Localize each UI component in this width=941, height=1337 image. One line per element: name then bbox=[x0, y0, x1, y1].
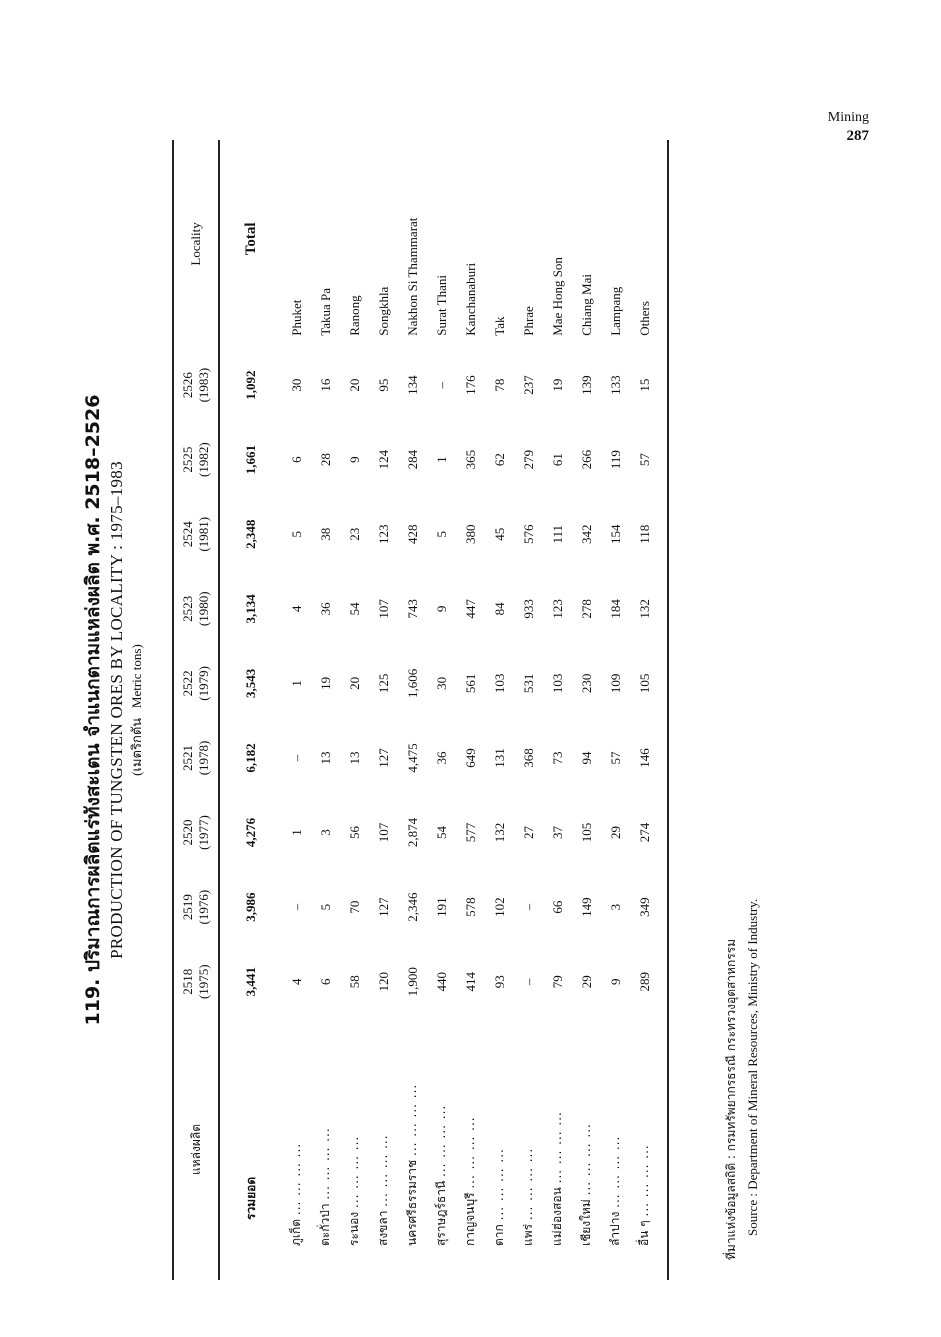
locality-thai-cell bbox=[572, 1019, 601, 1280]
value-cell: 38 bbox=[317, 527, 333, 541]
leader-dots: ... ... ... ... bbox=[405, 1083, 419, 1156]
table-header-row bbox=[173, 140, 219, 1280]
table-row bbox=[630, 140, 668, 1280]
value-cell: 57 bbox=[636, 453, 652, 467]
locality-english: Phuket bbox=[288, 299, 304, 336]
value-cell: 62 bbox=[491, 453, 507, 467]
year-be: 2519 bbox=[180, 894, 195, 921]
value-cell: 66 bbox=[549, 900, 565, 914]
year-header bbox=[173, 721, 219, 796]
locality-thai: อื่น ๆ bbox=[637, 1220, 651, 1246]
locality-english: Others bbox=[636, 301, 652, 336]
value-cell: 5 bbox=[317, 903, 333, 911]
value-cell: 289 bbox=[636, 971, 652, 992]
value-cell: 45 bbox=[491, 527, 507, 541]
value-cell: 4 bbox=[288, 978, 304, 985]
value-cell: 9 bbox=[607, 978, 623, 985]
locality-thai: สุราษฎร์ธานี bbox=[434, 1180, 448, 1246]
value-cell: 131 bbox=[491, 748, 507, 768]
value-cell: 576 bbox=[520, 524, 536, 544]
year-be: 2523 bbox=[180, 595, 195, 622]
locality-english: Lampang bbox=[607, 286, 623, 336]
value-cell: 58 bbox=[346, 975, 362, 989]
locality-thai-cell bbox=[456, 1019, 485, 1280]
value-cell: 127 bbox=[375, 748, 391, 768]
year-be: 2521 bbox=[180, 744, 195, 771]
value-cell: – bbox=[520, 978, 536, 985]
value-cell: 30 bbox=[288, 378, 304, 392]
year-ce: (1976) bbox=[196, 889, 211, 925]
total-row bbox=[219, 140, 282, 1280]
value-cell: 274 bbox=[636, 822, 652, 843]
value-cell: 37 bbox=[549, 826, 565, 840]
unit-english: Metric tons) bbox=[129, 644, 144, 709]
value-cell: 70 bbox=[346, 900, 362, 914]
value-cell: 123 bbox=[549, 599, 565, 619]
year-ce: (1977) bbox=[196, 815, 211, 850]
year-ce: (1978) bbox=[196, 740, 211, 776]
value-cell: 15 bbox=[636, 378, 652, 392]
table-row bbox=[369, 140, 398, 1280]
year-ce: (1975) bbox=[196, 964, 211, 1000]
header-locality-thai: แหล่งผลิต bbox=[189, 1123, 203, 1176]
value-cell: 132 bbox=[491, 822, 507, 843]
value-cell: 2,874 bbox=[404, 817, 420, 848]
unit-thai: (เมตริกตัน bbox=[129, 717, 144, 776]
value-cell: 20 bbox=[346, 378, 362, 392]
value-cell: 127 bbox=[375, 897, 391, 917]
value-cell: 1 bbox=[288, 829, 304, 836]
table-body bbox=[219, 140, 668, 1280]
locality-english: Mae Hong Son bbox=[549, 257, 565, 336]
value-cell: 4,276 bbox=[243, 817, 258, 848]
value-cell: 9 bbox=[346, 456, 362, 463]
value-cell: 342 bbox=[578, 524, 594, 544]
value-cell: 54 bbox=[433, 826, 449, 840]
source-note bbox=[720, 360, 764, 1260]
value-cell: 23 bbox=[346, 527, 362, 541]
locality-thai-cell bbox=[398, 1019, 427, 1280]
locality-thai: นครศรีธรรมราช bbox=[405, 1159, 419, 1246]
leader-dots: ... ... ... ... bbox=[318, 1127, 332, 1200]
value-cell: 154 bbox=[607, 524, 623, 544]
year-header bbox=[173, 348, 219, 423]
year-ce: (1979) bbox=[196, 666, 211, 701]
year-header bbox=[173, 944, 219, 1019]
table-row bbox=[514, 140, 543, 1280]
table-row bbox=[398, 140, 427, 1280]
table-row bbox=[311, 140, 340, 1280]
locality-english: Nakhon Si Thammarat bbox=[404, 217, 420, 336]
year-be: 2526 bbox=[180, 372, 195, 399]
value-cell: 278 bbox=[578, 599, 594, 619]
year-header bbox=[173, 870, 219, 945]
value-cell: 1,606 bbox=[404, 668, 420, 699]
locality-thai-cell bbox=[630, 1019, 668, 1280]
locality-english: Ranong bbox=[346, 295, 362, 336]
value-cell: 29 bbox=[607, 826, 623, 840]
table-row bbox=[456, 140, 485, 1280]
header-locality-english: Locality bbox=[188, 222, 203, 266]
year-header bbox=[173, 572, 219, 647]
leader-dots: ... ... ... ... bbox=[376, 1134, 390, 1207]
locality-thai: ภูเก็ต bbox=[289, 1218, 303, 1246]
value-cell: 6 bbox=[317, 978, 333, 985]
value-cell: 133 bbox=[607, 375, 623, 395]
value-cell: 146 bbox=[636, 748, 652, 768]
locality-english: Kanchanaburi bbox=[462, 262, 478, 336]
value-cell: 36 bbox=[317, 602, 333, 616]
value-cell: 94 bbox=[578, 751, 594, 765]
value-cell: 103 bbox=[549, 673, 565, 694]
value-cell: 13 bbox=[346, 751, 362, 765]
year-be: 2518 bbox=[180, 968, 195, 995]
year-header bbox=[173, 646, 219, 721]
value-cell: 19 bbox=[317, 676, 333, 690]
locality-thai-cell bbox=[340, 1019, 369, 1280]
value-cell: 1 bbox=[433, 456, 449, 463]
value-cell: 368 bbox=[520, 748, 536, 768]
value-cell: 1,661 bbox=[243, 445, 258, 475]
value-cell: 102 bbox=[491, 897, 507, 917]
locality-english: Total bbox=[242, 222, 259, 256]
value-cell: 19 bbox=[549, 378, 565, 392]
table-row bbox=[340, 140, 369, 1280]
locality-thai: กาญจนบุรี bbox=[463, 1192, 477, 1246]
year-be: 2522 bbox=[180, 670, 195, 697]
value-cell: 107 bbox=[375, 599, 391, 619]
value-cell: 176 bbox=[462, 375, 478, 395]
value-cell: 27 bbox=[520, 826, 536, 840]
unit-label bbox=[128, 140, 146, 1280]
locality-thai-cell bbox=[514, 1019, 543, 1280]
value-cell: 61 bbox=[549, 453, 565, 467]
value-cell: 109 bbox=[607, 673, 623, 694]
value-cell: 365 bbox=[462, 449, 478, 470]
value-cell: 447 bbox=[462, 599, 478, 619]
value-cell: 132 bbox=[636, 599, 652, 619]
value-cell: 3,986 bbox=[243, 892, 258, 922]
source-english: Source : Department of Mineral Resources, Ministry of Industry. bbox=[745, 898, 760, 1236]
value-cell: 933 bbox=[520, 599, 536, 619]
locality-english: Chiang Mai bbox=[578, 274, 594, 336]
value-cell: 123 bbox=[375, 524, 391, 544]
value-cell: 3,441 bbox=[243, 967, 258, 997]
locality-thai: ตาก bbox=[492, 1224, 506, 1246]
year-header bbox=[173, 497, 219, 572]
value-cell: 73 bbox=[549, 751, 565, 765]
value-cell: 1,092 bbox=[243, 370, 258, 400]
year-ce: (1982) bbox=[196, 442, 211, 477]
production-table bbox=[172, 140, 669, 1280]
section-name: Mining bbox=[827, 110, 869, 125]
value-cell: – bbox=[288, 754, 304, 762]
leader-dots: ... ... ... ... bbox=[608, 1135, 622, 1208]
table-row bbox=[485, 140, 514, 1280]
year-ce: (1981) bbox=[196, 516, 211, 552]
locality-english: Phrae bbox=[520, 306, 536, 336]
value-cell: 105 bbox=[578, 822, 594, 843]
table-title-block bbox=[80, 140, 146, 1280]
locality-thai: ลำปาง bbox=[608, 1211, 622, 1246]
locality-thai-cell bbox=[219, 1019, 282, 1280]
value-cell: 95 bbox=[375, 378, 391, 392]
value-cell: 57 bbox=[607, 751, 623, 765]
value-cell: 78 bbox=[491, 378, 507, 392]
value-cell: 111 bbox=[549, 524, 565, 544]
year-be: 2524 bbox=[180, 521, 195, 548]
leader-dots: ... ... ... ... bbox=[492, 1148, 506, 1221]
leader-dots: ... ... ... ... bbox=[637, 1144, 651, 1217]
value-cell: 56 bbox=[346, 826, 362, 840]
value-cell: 380 bbox=[462, 524, 478, 544]
value-cell: 105 bbox=[636, 673, 652, 694]
value-cell: 230 bbox=[578, 673, 594, 694]
value-cell: 743 bbox=[404, 599, 420, 619]
value-cell: 3,134 bbox=[243, 594, 258, 624]
value-cell: 93 bbox=[491, 975, 507, 989]
value-cell: 3 bbox=[607, 903, 623, 911]
value-cell: 2,348 bbox=[243, 519, 258, 549]
value-cell: 191 bbox=[433, 897, 449, 917]
title-english: PRODUCTION OF TUNGSTEN ORES BY LOCALITY : 1975–1983 bbox=[107, 461, 126, 959]
locality-thai: แพร่ bbox=[521, 1223, 535, 1246]
value-cell: 36 bbox=[433, 751, 449, 765]
value-cell: – bbox=[520, 903, 536, 911]
value-cell: 120 bbox=[375, 971, 391, 992]
value-cell: 3,543 bbox=[243, 668, 258, 699]
value-cell: 284 bbox=[404, 449, 420, 470]
year-header bbox=[173, 422, 219, 497]
value-cell: – bbox=[433, 381, 449, 389]
value-cell: 54 bbox=[346, 602, 362, 616]
table-row bbox=[572, 140, 601, 1280]
value-cell: 84 bbox=[491, 602, 507, 616]
value-cell: 349 bbox=[636, 897, 652, 917]
locality-thai-cell bbox=[369, 1019, 398, 1280]
year-be: 2520 bbox=[180, 819, 195, 846]
value-cell: 118 bbox=[636, 524, 652, 544]
leader-dots: ... ... ... ... bbox=[521, 1147, 535, 1221]
value-cell: 28 bbox=[317, 453, 333, 467]
locality-english: Surat Thani bbox=[433, 275, 449, 336]
value-cell: 9 bbox=[433, 605, 449, 613]
value-cell: 414 bbox=[462, 971, 478, 992]
value-cell: 124 bbox=[375, 449, 391, 470]
value-cell: 184 bbox=[607, 599, 623, 619]
locality-thai-cell bbox=[485, 1019, 514, 1280]
locality-thai: สงขลา bbox=[376, 1210, 390, 1246]
locality-thai-cell bbox=[543, 1019, 572, 1280]
statistics-table-wrapper bbox=[172, 140, 669, 1280]
value-cell: 531 bbox=[520, 673, 536, 694]
value-cell: 5 bbox=[288, 530, 304, 538]
locality-thai-cell bbox=[427, 1019, 456, 1280]
value-cell: 1,900 bbox=[404, 967, 420, 997]
locality-thai-cell bbox=[601, 1019, 630, 1280]
locality-english: Tak bbox=[491, 316, 507, 336]
value-cell: 561 bbox=[462, 673, 478, 694]
value-cell: 279 bbox=[520, 449, 536, 470]
value-cell: 578 bbox=[462, 897, 478, 917]
value-cell: 440 bbox=[433, 971, 449, 992]
value-cell: 119 bbox=[607, 450, 623, 470]
year-ce: (1983) bbox=[196, 367, 211, 403]
leader-dots: ... ... ... ... bbox=[347, 1135, 361, 1208]
value-cell: 29 bbox=[578, 975, 594, 989]
value-cell: 13 bbox=[317, 751, 333, 765]
year-header bbox=[173, 795, 219, 870]
locality-thai: ระนอง bbox=[347, 1211, 361, 1246]
table-row bbox=[282, 140, 311, 1280]
value-cell: 266 bbox=[578, 449, 594, 470]
locality-english: Takua Pa bbox=[317, 287, 333, 336]
value-cell: 107 bbox=[375, 822, 391, 843]
year-be: 2525 bbox=[180, 446, 195, 473]
value-cell: 79 bbox=[549, 975, 565, 989]
value-cell: 1 bbox=[288, 680, 304, 687]
locality-thai: แม่ฮ่องสอน bbox=[550, 1187, 564, 1246]
year-ce: (1980) bbox=[196, 591, 211, 627]
leader-dots: ... ... ... ... bbox=[289, 1142, 303, 1216]
value-cell: 5 bbox=[433, 530, 449, 538]
value-cell: 134 bbox=[404, 375, 420, 395]
leader-dots: ... ... ... ... bbox=[550, 1111, 564, 1184]
value-cell: 6,182 bbox=[243, 743, 258, 773]
value-cell: 20 bbox=[346, 676, 362, 690]
value-cell: 149 bbox=[578, 897, 594, 917]
value-cell: 125 bbox=[375, 673, 391, 694]
value-cell: 103 bbox=[491, 673, 507, 694]
title-thai: 119. ปริมาณการผลิตแร่ทังสะเตน จำแนกตามแหล่งผลิต พ.ศ. 2518–2526 bbox=[82, 394, 104, 1026]
locality-thai-cell bbox=[282, 1019, 311, 1280]
leader-dots: ... ... ... ... bbox=[463, 1116, 477, 1189]
value-cell: 6 bbox=[288, 456, 304, 463]
locality-thai-cell bbox=[311, 1019, 340, 1280]
locality-thai: ตะกั่วป่า bbox=[318, 1203, 332, 1246]
value-cell: 577 bbox=[462, 822, 478, 843]
page-number: 287 bbox=[846, 127, 869, 144]
value-cell: 16 bbox=[317, 378, 333, 392]
table-row bbox=[427, 140, 456, 1280]
leader-dots: ... ... ... ... bbox=[434, 1104, 448, 1177]
value-cell: – bbox=[288, 903, 304, 911]
value-cell: 237 bbox=[520, 375, 536, 395]
value-cell: 428 bbox=[404, 524, 420, 544]
leader-dots: ... ... ... ... bbox=[579, 1123, 593, 1196]
value-cell: 4,475 bbox=[404, 743, 420, 773]
value-cell: 4 bbox=[288, 605, 304, 613]
value-cell: 3 bbox=[317, 829, 333, 836]
source-thai: ที่มาแห่งข้อมูลสถิติ : กรมทรัพยากรธรณี กระทรวงอุตสาหกรรม bbox=[724, 938, 738, 1260]
rotated-table-page bbox=[80, 120, 900, 1300]
locality-english: Songkhla bbox=[375, 286, 391, 336]
locality-thai: เชียงใหม่ bbox=[579, 1199, 593, 1246]
table-row bbox=[601, 140, 630, 1280]
table-row bbox=[543, 140, 572, 1280]
value-cell: 139 bbox=[578, 375, 594, 395]
value-cell: 649 bbox=[462, 748, 478, 768]
value-cell: 30 bbox=[433, 676, 449, 690]
value-cell: 2,346 bbox=[404, 892, 420, 922]
locality-thai: รวมยอด bbox=[243, 1176, 258, 1220]
